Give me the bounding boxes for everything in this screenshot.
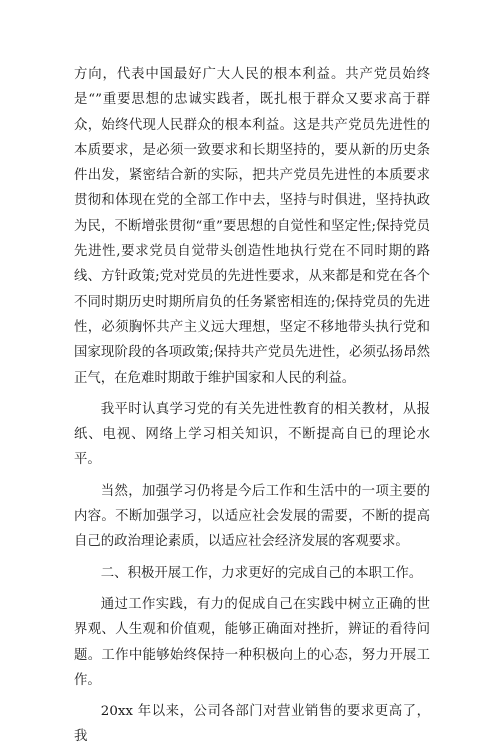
paragraph-study-materials: 我平时认真学习党的有关先进性教育的相关教材，从报纸、电视、网络上学习相关知识，不断提高自已的理论水平。: [74, 401, 430, 468]
section-heading-work: 二、积极开展工作，力求更好的完成自己的本职工作。: [100, 565, 423, 581]
paragraph-party-advancement: 方向，代表中国最好广大人民的根本利益。共产党员始终是“”重要思想的忠诚实践者，既扎根于群众又要求高于群众，始终代现人民群众的根本利益。这是共产党员先进性的本质要求，是必须一致要求和长期坚持的，要从新的历史条件出发，紧密结合新的实际，把共产党员先进性的本质要求贯彻和体现在党的全部工作中去，坚持与时俱进，坚持执政为民，不断增张贯彻“重”要思想的自觉性和坚定性;保持党员先进性,要求党员自觉带头创造性地执行党在不同时期的路线、方针政策;党对党员的先进性要求，从来都是和党在各个不同时期历史时期所肩负的任务紧密相连的;保持党员的先进性，必须胸怀共产主义远大理想，坚定不移地带头执行党和国家现阶段的各项政策;保持共产党员先进性，必须弘扬昂然正气，在危难时期敢于维护国家和人民的利益。: [74, 67, 430, 386]
paragraph-work-practice: 通过工作实践，有力的促成自己在实践中树立正确的世界观、人生观和价值观，能够正确面对挫折，辨证的看待问题。工作中能够始终保持一种积极向上的心态，努力开展工作。: [74, 596, 430, 688]
paragraph-strengthen-study: 当然，加强学习仍将是今后工作和生活中的一项主要的内容。不断加强学习，以适应社会发展的需要，不断的提高自己的政治理论素质，以适应社会经济发展的客观要求。: [74, 483, 430, 550]
document-body: [74, 62, 430, 750]
paragraph-sales-requirements: 20xx 年以来，公司各部门对营业销售的要求更高了，我: [74, 704, 430, 745]
